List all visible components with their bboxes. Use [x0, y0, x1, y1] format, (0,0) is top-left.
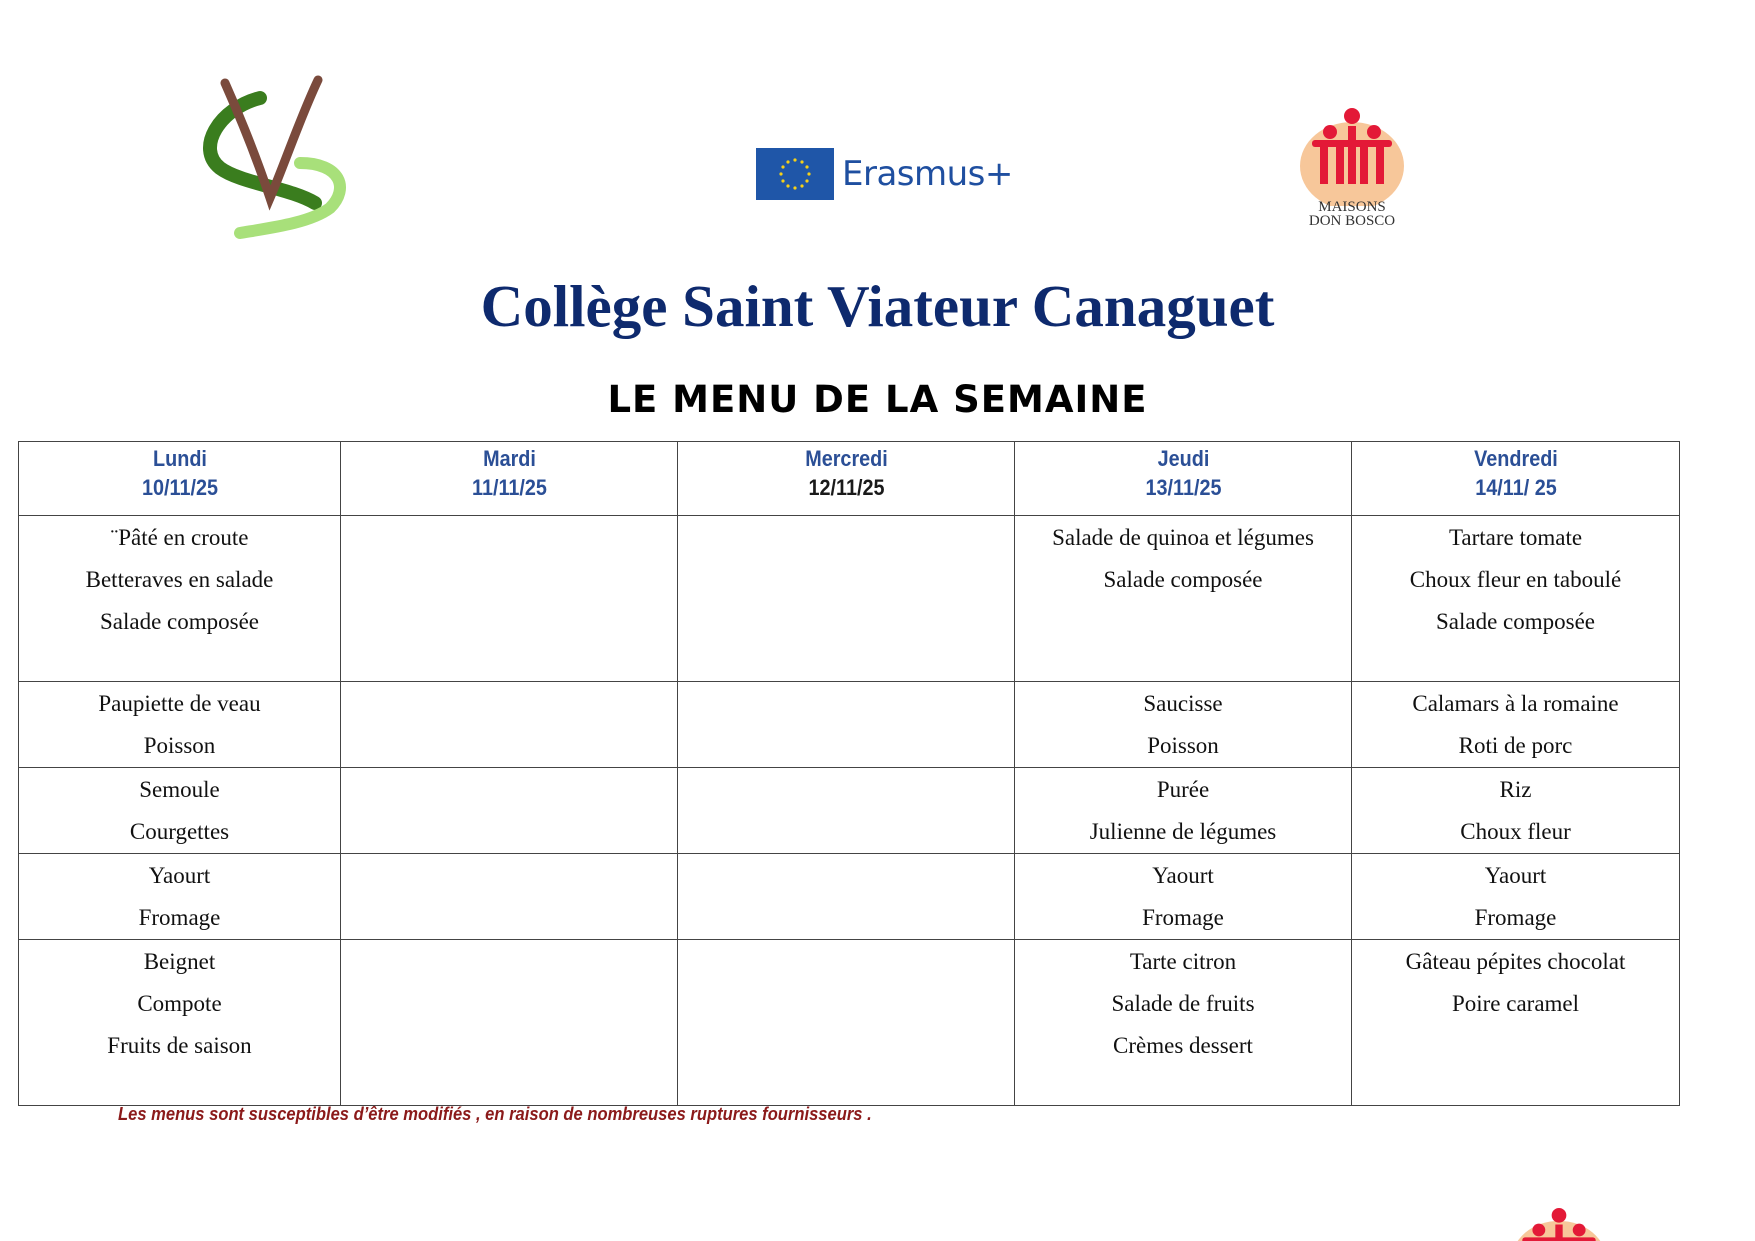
day-date: 12/11/25 [808, 475, 884, 500]
menu-cell [341, 516, 678, 682]
day-header-vendredi [1368, 442, 1663, 516]
menu-item: Compote [137, 991, 222, 1016]
menu-item: Crèmes dessert [1113, 1033, 1253, 1058]
menu-cell [1015, 516, 1352, 682]
donbosco-figures-icon [1504, 1202, 1614, 1241]
menu-cell [1015, 940, 1352, 1106]
menu-cell [678, 940, 1015, 1106]
menu-item: Choux fleur en taboulé [1409, 567, 1622, 592]
day-date: 14/11/ 25 [1474, 475, 1557, 500]
menu-item: Poisson [1147, 733, 1219, 758]
menu-item: Semoule [139, 777, 220, 802]
menu-item: Yaourt [1152, 863, 1214, 888]
menu-item: Roti de porc [1458, 733, 1573, 758]
menu-cell [19, 516, 341, 682]
menu-cell [678, 768, 1015, 854]
erasmus-logo-text: Erasmus+ [842, 154, 1013, 194]
menu-row [19, 940, 1680, 1106]
menu-cell [19, 940, 341, 1106]
menu-item: Calamars à la romaine [1412, 691, 1619, 716]
menu-item: Paupiette de veau [98, 691, 261, 716]
menu-row [19, 854, 1680, 940]
day-name: Lundi [152, 446, 207, 471]
menu-item: Fruits de saison [107, 1033, 252, 1058]
donbosco-figures-icon [1292, 106, 1412, 206]
menu-cell [678, 682, 1015, 768]
menu-cell [341, 682, 678, 768]
menu-item: Riz [1499, 777, 1532, 802]
menu-cell [678, 516, 1015, 682]
menu-cell [341, 940, 678, 1106]
menu-item: Choux fleur [1460, 819, 1571, 844]
menu-cell [1352, 854, 1680, 940]
donbosco-text-line1: MAISONS [1318, 199, 1386, 215]
menu-disclaimer: Les menus sont susceptibles d’être modifiés , en raison de nombreuses ruptures fournisseurs . [118, 1104, 872, 1124]
day-header-lundi [35, 442, 325, 516]
menu-item: Gâteau pépites chocolat [1405, 949, 1626, 974]
day-header-mardi [357, 442, 660, 516]
menu-item: Salade de quinoa et légumes [1052, 525, 1314, 550]
menu-cell [1015, 768, 1352, 854]
menu-body [19, 516, 1680, 1106]
menu-item: Yaourt [1484, 863, 1547, 888]
menu-cell [19, 768, 341, 854]
day-date: 11/11/25 [471, 475, 547, 500]
menu-item: Purée [1156, 777, 1210, 802]
menu-item: Julienne de légumes [1089, 819, 1277, 844]
menu-item: Salade de fruits [1111, 991, 1255, 1016]
menu-item: ¨Pâté en croute [110, 525, 249, 550]
menu-item: Salade composée [1435, 609, 1596, 634]
menu-cell [1015, 854, 1352, 940]
erasmus-logo [756, 148, 1016, 206]
school-title: Collège Saint Viateur Canaguet [480, 273, 1275, 339]
day-name: Vendredi [1473, 446, 1558, 471]
menu-cell [341, 768, 678, 854]
menu-cell [1352, 768, 1680, 854]
menu-cell [1015, 682, 1352, 768]
menu-row [19, 768, 1680, 854]
menu-item: Poisson [143, 733, 216, 758]
menu-item: Yaourt [148, 863, 211, 888]
menu-item: Salade composée [1103, 567, 1263, 592]
day-name: Mardi [482, 446, 536, 471]
menu-row [19, 516, 1680, 682]
day-name: Mercredi [804, 446, 888, 471]
menu-cell [19, 854, 341, 940]
menu-item: Saucisse [1143, 691, 1223, 716]
day-date: 10/11/25 [141, 475, 218, 500]
menu-cell [678, 854, 1015, 940]
eu-flag-icon [756, 148, 834, 200]
day-name: Jeudi [1157, 446, 1209, 471]
donbosco-logo [1292, 106, 1412, 236]
menu-item: Betteraves en salade [85, 567, 274, 592]
day-header-mercredi [694, 442, 997, 516]
menu-cell [1352, 940, 1680, 1106]
menu-cell [1352, 682, 1680, 768]
menu-row [19, 682, 1680, 768]
menu-cell [1352, 516, 1680, 682]
menu-item: Fromage [1474, 905, 1557, 930]
donbosco-text-line2: DON BOSCO [1308, 213, 1396, 229]
college-logo [200, 68, 360, 243]
menu-item: Beignet [143, 949, 216, 974]
menu-item: Courgettes [129, 819, 230, 844]
menu-item: Tarte citron [1129, 949, 1237, 974]
menu-title: LE MENU DE LA SEMAINE [607, 378, 1148, 421]
day-header-jeudi [1031, 442, 1334, 516]
menu-item: Salade composée [99, 609, 260, 634]
weekly-menu-table [18, 441, 1680, 1106]
menu-cell [341, 854, 678, 940]
day-header-row [19, 442, 1680, 516]
day-date: 13/11/25 [1145, 475, 1221, 500]
donbosco-logo-bottom [1504, 1202, 1614, 1241]
menu-item: Fromage [138, 905, 221, 930]
menu-item: Tartare tomate [1448, 525, 1583, 550]
menu-item: Poire caramel [1451, 991, 1580, 1016]
menu-item: Fromage [1142, 905, 1224, 930]
menu-cell [19, 682, 341, 768]
